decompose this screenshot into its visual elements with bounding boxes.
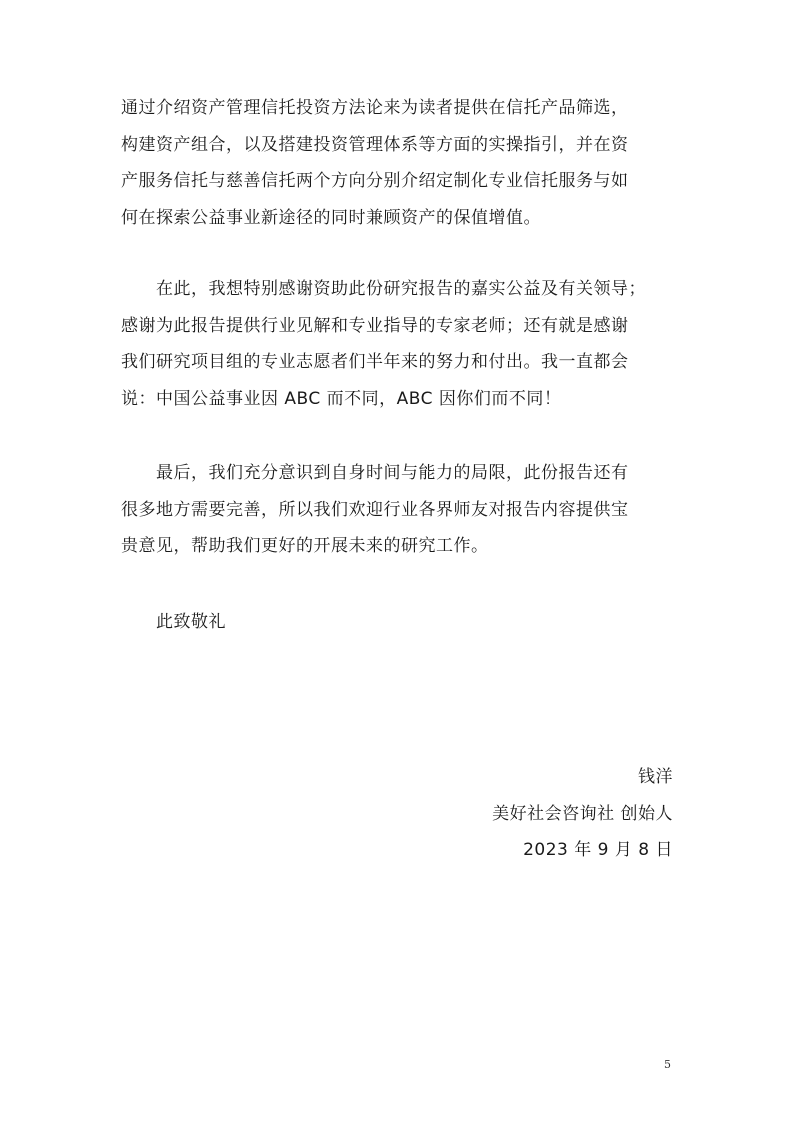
text-line: 最后，我们充分意识到自身时间与能力的局限，此份报告还有 bbox=[121, 463, 629, 483]
text-line: 通过介绍资产管理信托投资方法论来为读者提供在信托产品筛选， bbox=[121, 98, 629, 118]
text-line: 我们研究项目组的专业志愿者们半年来的努力和付出。我一直都会 bbox=[121, 352, 629, 372]
paragraph-salutation bbox=[121, 604, 681, 641]
text-line: 感谢为此报告提供行业见解和专业指导的专家老师；还有就是感谢 bbox=[121, 315, 629, 336]
signature-date: 2023 年 9 月 8 日 bbox=[523, 840, 673, 860]
text-line: 说：中国公益事业因 ABC 而不同，ABC 因你们而不同！ bbox=[121, 388, 562, 409]
page-number: 5 bbox=[664, 1058, 671, 1071]
paragraph-methodology bbox=[121, 90, 681, 236]
text-line: 产服务信托与慈善信托两个方向分别介绍定制化专业信托服务与如 bbox=[121, 171, 629, 191]
signature-organization: 美好社会咨询社 创始人 bbox=[492, 804, 673, 824]
paragraph-acknowledgements bbox=[121, 271, 681, 417]
signature-name: 钱洋 bbox=[638, 767, 673, 787]
text-line: 此致敬礼 bbox=[121, 612, 226, 632]
text-line: 在此，我想特别感谢资助此份研究报告的嘉实公益及有关领导； bbox=[121, 279, 646, 299]
paragraph-closing-remarks bbox=[121, 455, 681, 565]
text-line: 何在探索公益事业新途径的同时兼顾资产的保值增值。 bbox=[121, 207, 541, 228]
text-line: 构建资产组合，以及搭建投资管理体系等方面的实操指引，并在资 bbox=[121, 134, 629, 155]
text-line: 贵意见，帮助我们更好的开展未来的研究工作。 bbox=[121, 536, 489, 556]
text-line: 很多地方需要完善，所以我们欢迎行业各界师友对报告内容提供宝 bbox=[121, 499, 629, 520]
